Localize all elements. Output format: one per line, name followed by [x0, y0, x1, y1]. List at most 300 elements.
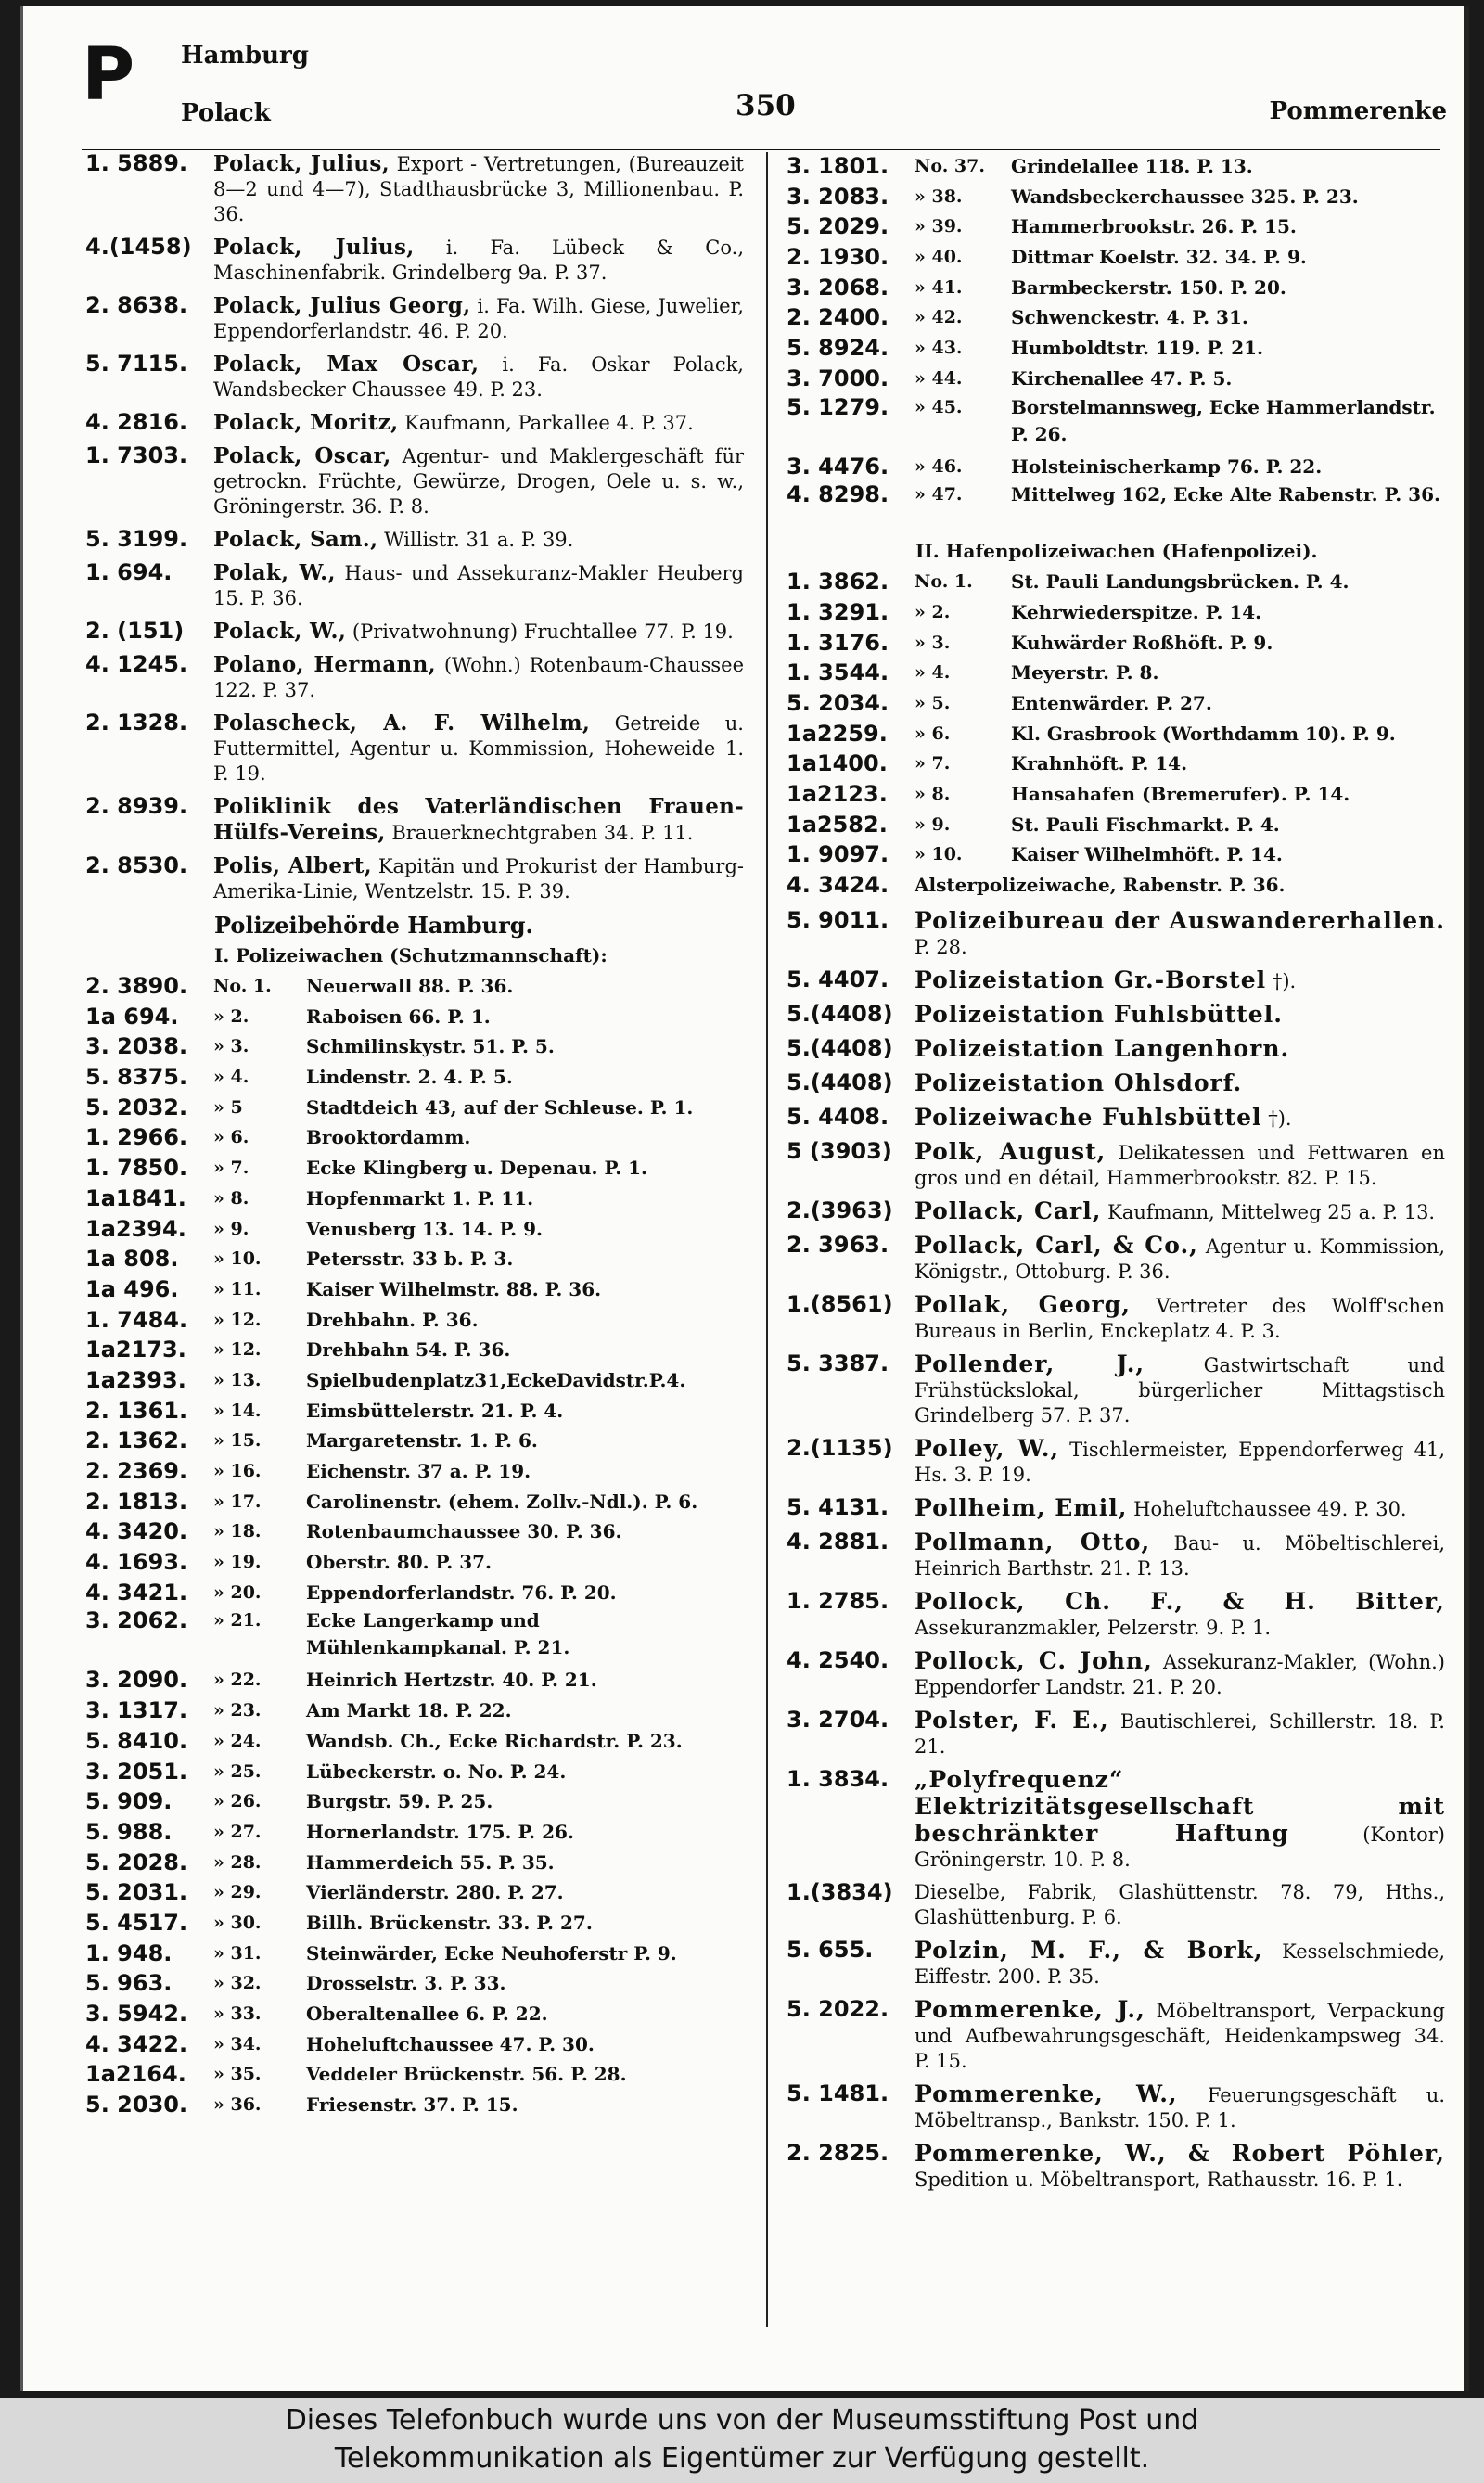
listing-group: [787, 908, 1445, 2193]
phone-number: 3. 4476.: [787, 453, 889, 480]
phone-number: 1a2164.: [85, 2061, 186, 2088]
listing-name: Polk, August,: [915, 1137, 1107, 1165]
station-address: Raboisen 66. P. 1.: [306, 1005, 491, 1028]
station-number: No. 1.: [915, 571, 973, 593]
station-row: [85, 1908, 744, 1939]
listing-text: [213, 652, 744, 703]
station-row: [85, 1877, 744, 1908]
station-row: [787, 333, 1445, 364]
listing-entry: [85, 652, 744, 703]
listing-detail: Delikatessen und Fettwaren en gros und en détail, Hammerbrookstr. 82. P. 15.: [915, 1141, 1445, 1189]
listing-detail: (Wohn.) Rotenbaum-Chaussee 122. P. 37.: [213, 654, 744, 701]
station-address: Billh. Brückenstr. 33. P. 27.: [306, 1911, 593, 1934]
listing-detail: Kapitän und Prokurist der Hamburg-Amerika-Linie, Wentzelstr. 15. P. 39.: [213, 855, 745, 902]
station-address: Mittelweg 162, Ecke Alte Rabenstr. P. 36.: [1011, 483, 1440, 506]
listing-entry: [85, 352, 744, 403]
phone-number: 2. 1813.: [85, 1488, 188, 1515]
section-subtitle: II. Hafenpolizeiwachen (Hafenpolizei).: [915, 540, 1318, 563]
station-address: Heinrich Hertzstr. 40. P. 21.: [306, 1669, 597, 1692]
station-number: » 9.: [213, 1218, 249, 1239]
listing-text: [213, 710, 744, 787]
station-row: [85, 1002, 744, 1032]
section-letter: P: [82, 33, 135, 117]
listing-entry: [85, 443, 744, 519]
station-number: » 13.: [213, 1369, 262, 1390]
listing-entry: [85, 560, 744, 611]
listing-entry: [787, 1105, 1445, 1132]
phone-number: 3. 2062.: [85, 1607, 188, 1634]
listing-name: Pollender, J.,: [915, 1350, 1145, 1377]
right-column: [787, 151, 1445, 2200]
station-row: [787, 567, 1445, 597]
phone-number: 3. 2704.: [787, 1706, 889, 1733]
station-address: Kaiser Wilhelmhöft. P. 14.: [1011, 843, 1283, 866]
phone-number: 5. 4408.: [787, 1103, 889, 1130]
station-address: Oberaltenallee 6. P. 22.: [306, 2003, 548, 2025]
station-address: Margaretenstr. 1. P. 6.: [306, 1429, 538, 1453]
station-row: [85, 2029, 744, 2060]
station-row: [85, 1184, 744, 1214]
listing-name: Polack, Julius,: [213, 151, 390, 176]
station-address: Kaiser Wilhelmstr. 88. P. 36.: [306, 1277, 602, 1300]
phone-number: 5. 909.: [85, 1788, 173, 1815]
station-address: Drehbahn 54. P. 36.: [306, 1338, 511, 1362]
phone-number: 5. 2031.: [85, 1879, 188, 1906]
station-row: [85, 1517, 744, 1547]
station-address: St. Pauli Fischmarkt. P. 4.: [1011, 813, 1280, 836]
station-number: » 35.: [213, 2064, 262, 2085]
listing-text: [915, 1139, 1445, 1191]
listing-text: [915, 1292, 1445, 1344]
station-address: Entenwärder. P. 27.: [1011, 691, 1212, 714]
station-address: Eichenstr. 37 a. P. 19.: [306, 1460, 531, 1482]
listing-text: [213, 853, 744, 904]
station-address: Lübeckerstr. o. No. P. 24.: [306, 1760, 567, 1783]
listing-detail: Getreide u. Futtermittel, Agentur u. Kommission, Hoheweide 1. P. 19.: [213, 712, 744, 785]
listing-text: [915, 1036, 1445, 1063]
station-address: Spielbudenplatz31,EckeDavidstr.P.4.: [306, 1368, 686, 1391]
phone-number: 4. 3424.: [787, 872, 889, 899]
listing-name: Pollack, Carl,: [915, 1197, 1102, 1224]
phone-number: 1. 5889.: [85, 150, 188, 176]
listing-entry: [85, 235, 744, 286]
station-number: » 4.: [915, 662, 951, 684]
phone-number: 5. 2034.: [787, 689, 889, 716]
listing-detail: Assekuranz-Makler, (Wohn.) Eppendorfer Landstr. 21. P. 20.: [915, 1650, 1445, 1698]
station-address: Holsteinischerkamp 76. P. 22.: [1011, 454, 1323, 478]
listing-name: Polizeibureau der Auswandererhallen.: [915, 906, 1445, 934]
station-address: Borstelmannsweg, Ecke Hammerlandstr. P. 26.: [1011, 395, 1436, 445]
station-row: [787, 749, 1445, 779]
station-row: [787, 211, 1445, 242]
station-address: Stadtdeich 43, auf der Schleuse. P. 1.: [306, 1095, 694, 1119]
listing-text: [213, 794, 744, 846]
listing-name: Polack, Oscar,: [213, 443, 391, 468]
station-address: Steinwärder, Ecke Neuhoferstr P. 9.: [306, 1941, 677, 1965]
station-number: » 9.: [915, 813, 951, 835]
listing-entry: [787, 2081, 1445, 2133]
phone-number: 2. 2369.: [85, 1458, 188, 1484]
station-number: » 44.: [915, 367, 963, 389]
listing-entry: [787, 1529, 1445, 1581]
phone-number: 2. 1361.: [85, 1397, 188, 1424]
phone-number: 3. 7000.: [787, 365, 889, 391]
phone-number: 1a2582.: [787, 811, 888, 838]
station-number: » 18.: [213, 1521, 262, 1542]
station-address: Rotenbaumchaussee 30. P. 36.: [306, 1520, 622, 1543]
station-number: » 15.: [213, 1430, 262, 1452]
listing-entry: [85, 853, 744, 904]
phone-number: 2. 2825.: [787, 2139, 889, 2166]
listing-text: [915, 1105, 1445, 1132]
phone-number: 5. 8924.: [787, 335, 889, 362]
listing-detail: Vertreter des Wolff'schen Bureaus in Berlin, Enckeplatz 4. P. 3.: [915, 1294, 1445, 1342]
listing-detail: Feuerungsgeschäft u. Möbeltransp., Bankstr. 150. P. 1.: [915, 2083, 1446, 2131]
station-row: [787, 719, 1445, 749]
station-row: [787, 870, 1445, 901]
listing-text: [213, 151, 744, 227]
listing-text: [213, 560, 744, 611]
phone-number: 1. 7303.: [85, 442, 188, 468]
left-column: [85, 151, 744, 2120]
station-row: [85, 1817, 744, 1848]
phone-number: 1a2394.: [85, 1215, 186, 1242]
listing-name: Pollock, C. John,: [915, 1646, 1153, 1674]
station-row: [85, 1122, 744, 1153]
listing-entry: [787, 1436, 1445, 1488]
phone-number: 5. 2028.: [85, 1849, 188, 1875]
station-row: [787, 302, 1445, 333]
station-row: [85, 1848, 744, 1878]
station-address: Eppendorferlandstr. 76. P. 20.: [306, 1581, 617, 1604]
listing-detail: Hoheluftchaussee 49. P. 30.: [1133, 1497, 1407, 1520]
station-row: [787, 242, 1445, 273]
listing-entry: [787, 1589, 1445, 1641]
station-address: Friesenstr. 37. P. 15.: [306, 2093, 518, 2117]
station-number: » 12.: [213, 1309, 262, 1330]
station-row: [85, 1726, 744, 1757]
listing-detail: Dieselbe, Fabrik, Glashüttenstr. 78. 79, Hths., Glashüttenburg. P. 6.: [915, 1880, 1445, 1928]
phone-number: 2. (151): [85, 618, 185, 644]
phone-number: 2. 8530.: [85, 852, 188, 878]
station-address: Drosselstr. 3. P. 33.: [306, 1972, 506, 1995]
listing-name: Polley, W.,: [915, 1434, 1060, 1462]
station-number: » 4.: [213, 1067, 249, 1088]
station-row: [85, 1214, 744, 1245]
station-number: » 45.: [915, 396, 963, 417]
phone-number: 1. 7484.: [85, 1306, 188, 1333]
phone-number: 4. 2816.: [85, 409, 188, 435]
station-address: Brooktordamm.: [306, 1126, 471, 1149]
station-address: Burgstr. 59. P. 25.: [306, 1790, 493, 1813]
station-address: Lindenstr. 2. 4. P. 5.: [306, 1066, 513, 1089]
station-row: [85, 2059, 744, 2090]
station-number: » 6.: [213, 1127, 249, 1148]
station-number: » 40.: [915, 247, 963, 268]
station-address: Vierländerstr. 280. P. 27.: [306, 1881, 564, 1904]
station-number: » 3.: [915, 632, 951, 653]
phone-number: 5. 7115.: [85, 351, 188, 377]
station-row: [787, 597, 1445, 628]
listing-detail: Agentur- und Maklergeschäft für getrockn. Früchte, Gewürze, Drogen, Oele u. s. w., Gröningerstr. 36. P. 8.: [213, 445, 745, 518]
phone-number: 5. 2022.: [787, 1995, 889, 2022]
station-row: [85, 1547, 744, 1578]
listing-name: Polis, Albert,: [213, 853, 372, 878]
station-number: » 21.: [213, 1610, 262, 1632]
listing-text: [915, 1708, 1445, 1760]
phone-number: 1. 3291.: [787, 598, 889, 625]
station-row: [787, 452, 1445, 482]
station-address: Hoheluftchaussee 47. P. 30.: [306, 2032, 595, 2055]
station-row: [85, 1031, 744, 1062]
listing-detail: Agentur u. Kommission, Königstr., Ottoburg. P. 36.: [915, 1235, 1445, 1283]
listing-text: [915, 1997, 1445, 2074]
listing-name: „Polyfrequenz“ Elektrizitätsgesellschaft mit beschränkter Haftung: [915, 1765, 1445, 1847]
station-number: » 22.: [213, 1670, 262, 1691]
listing-entry: [787, 1648, 1445, 1700]
listing-name: Polano, Hermann,: [213, 652, 436, 677]
phone-number: 1.(3834): [787, 1878, 893, 1905]
listing-name: Polster, F. E.,: [915, 1706, 1109, 1734]
station-row: [85, 1426, 744, 1456]
phone-number: 2. 3963.: [787, 1231, 889, 1258]
phone-number: 1a2393.: [85, 1366, 186, 1393]
station-address: Wandsbeckerchaussee 325. P. 23.: [1011, 185, 1359, 208]
listing-entry: [85, 293, 744, 344]
phone-number: 3. 2068.: [787, 274, 889, 301]
station-row: [85, 1786, 744, 1817]
listing-entry: [787, 1767, 1445, 1873]
station-number: » 2.: [915, 601, 951, 622]
footer-note: [0, 2398, 1484, 2483]
station-number: » 25.: [213, 1760, 262, 1782]
listing-entry: [787, 1292, 1445, 1344]
station-number: » 10.: [213, 1248, 262, 1270]
listing-detail: Gastwirtschaft und Frühstückslokal, bürgerlicher Mittagstisch Grindelberg 57. P. 37.: [915, 1353, 1445, 1427]
listing-detail: Assekuranzmakler, Pelzerstr. 9. P. 1.: [915, 1616, 1272, 1639]
station-number: » 29.: [213, 1882, 262, 1903]
listing-detail: Kesselschmiede, Eiffestr. 200. P. 35.: [915, 1939, 1445, 1988]
station-number: » 19.: [213, 1552, 262, 1573]
phone-number: 1. 2966.: [85, 1124, 188, 1151]
station-number: » 39.: [915, 216, 963, 237]
phone-number: 5. 1279.: [787, 393, 889, 420]
station-number: » 43.: [915, 338, 963, 359]
station-number: » 34.: [213, 2033, 262, 2054]
listing-text: [915, 1880, 1445, 1930]
listing-detail: Bau- u. Möbeltischlerei, Heinrich Barthstr. 21. P. 13.: [915, 1531, 1445, 1580]
station-number: » 41.: [915, 276, 963, 298]
station-number: No. 1.: [213, 976, 272, 996]
listing-detail: Kaufmann, Parkallee 4. P. 37.: [404, 412, 694, 434]
listing-entry: [787, 967, 1445, 994]
listing-entry: [787, 1938, 1445, 1990]
station-address: Petersstr. 33 b. P. 3.: [306, 1248, 514, 1271]
listing-text: [915, 2141, 1445, 2193]
listing-detail: Willistr. 31 a. P. 39.: [384, 529, 574, 551]
phone-number: 2. 3890.: [85, 973, 188, 999]
station-address: Barmbeckerstr. 150. P. 20.: [1011, 275, 1286, 299]
station-number: » 20.: [213, 1581, 262, 1603]
station-number: » 36.: [213, 2094, 262, 2116]
station-address: Eimsbüttelerstr. 21. P. 4.: [306, 1399, 564, 1422]
listing-text: [915, 1938, 1445, 1990]
listing-entry: [787, 1351, 1445, 1428]
station-address: Humboldtstr. 119. P. 21.: [1011, 337, 1263, 360]
station-number: » 28.: [213, 1851, 262, 1873]
listing-entry: [85, 794, 744, 846]
listing-entry: [787, 908, 1445, 960]
listing-text: [213, 619, 744, 645]
listing-detail: Haus- und Assekuranz-Makler Heuberg 15. P. 36.: [213, 562, 744, 609]
phone-number: 3. 5942.: [85, 2001, 188, 2027]
listing-name: Pollock, Ch. F., & H. Bitter,: [915, 1587, 1445, 1615]
phone-number: 2. 1930.: [787, 244, 889, 271]
phone-number: 5. 8375.: [85, 1064, 188, 1091]
station-row: [85, 1939, 744, 1969]
listing-entry: [787, 1495, 1445, 1522]
station-row: [787, 839, 1445, 870]
listing-detail: (Privatwohnung) Fruchtallee 77. P. 19.: [352, 621, 734, 643]
station-address: Veddeler Brückenstr. 56. P. 28.: [306, 2063, 627, 2086]
listing-name: Pollack, Carl, & Co.,: [915, 1231, 1198, 1259]
listing-text: [213, 443, 744, 519]
listing-name: Polack, W.,: [213, 619, 347, 644]
listing-name: Polascheck, A. F. Wilhelm,: [213, 710, 591, 736]
station-row: [85, 1365, 744, 1396]
listing-entry: [85, 527, 744, 553]
listing-entry: [787, 1036, 1445, 1063]
listing-detail: Bautischlerei, Schillerstr. 18. P. 21.: [915, 1709, 1445, 1758]
phone-number: 4. 2540.: [787, 1646, 889, 1673]
station-address: Alsterpolizeiwache, Rabenstr. P. 36.: [915, 874, 1286, 897]
phone-number: 5. 4517.: [85, 1909, 188, 1936]
listing-detail: Möbeltransport, Verpackung und Aufbewahrungsgeschäft, Heidenkampsweg 34. P. 15.: [915, 1999, 1446, 2072]
phone-number: 1a1400.: [787, 750, 888, 777]
first-name-keyword: Polack: [181, 99, 271, 127]
column-divider: [766, 152, 768, 2327]
listing-name: Polizeistation Ohlsdorf.: [915, 1069, 1243, 1096]
station-row: [787, 688, 1445, 719]
station-row: [85, 1274, 744, 1305]
phone-number: 5.(4408): [787, 1069, 893, 1095]
station-address: Grindelallee 118. P. 13.: [1011, 155, 1253, 177]
station-address: Oberstr. 80. P. 37.: [306, 1551, 492, 1574]
phone-number: 1. 948.: [85, 1939, 173, 1966]
phone-number: 3. 2090.: [85, 1667, 188, 1694]
station-row: [85, 1999, 744, 2029]
listing-detail: (Kontor) Gröningerstr. 10. P. 8.: [915, 1823, 1445, 1871]
station-number: » 17.: [213, 1491, 262, 1512]
station-row: [85, 1487, 744, 1517]
station-address: Kirchenallee 47. P. 5.: [1011, 366, 1233, 390]
listing-name: Pommerenke, W.,: [915, 2080, 1178, 2107]
phone-number: 1.(8561): [787, 1290, 893, 1317]
phone-number: 1. 3862.: [787, 569, 889, 595]
station-number: » 7.: [915, 753, 951, 774]
listing-detail: Spedition u. Möbeltransport, Rathausstr. 16. P. 1.: [915, 2168, 1403, 2191]
phone-number: 4.(1458): [85, 234, 192, 260]
station-row: [85, 1607, 744, 1665]
phone-number: 5. 1481.: [787, 2080, 889, 2106]
listing-name: Polack, Julius,: [213, 235, 415, 260]
phone-number: 3. 2038.: [85, 1033, 188, 1060]
listing-entry: [787, 1139, 1445, 1191]
station-row: [787, 628, 1445, 659]
listing-entry: [787, 1880, 1445, 1930]
station-number: » 26.: [213, 1791, 262, 1812]
station-number: » 32.: [213, 1973, 262, 1994]
phone-number: 4. 3420.: [85, 1518, 188, 1545]
phone-number: 2.(3963): [787, 1197, 893, 1223]
station-address: Ecke Klingberg u. Depenau. P. 1.: [306, 1157, 648, 1180]
station-row: [787, 779, 1445, 810]
phone-number: 5. 2032.: [85, 1094, 188, 1120]
station-row: [85, 1396, 744, 1427]
station-row: [85, 1696, 744, 1726]
listing-text: [213, 410, 744, 436]
station-number: » 16.: [213, 1461, 262, 1481]
listing-entry: [787, 1002, 1445, 1029]
phone-number: 5. 2029.: [787, 213, 889, 240]
listing-name: Polack, Max Oscar,: [213, 352, 480, 377]
station-number: » 27.: [213, 1821, 262, 1842]
station-row: [787, 273, 1445, 303]
phone-number: 5. 3387.: [787, 1350, 889, 1376]
station-address: Ecke Langerkamp und Mühlenkampkanal. P. 21.: [306, 1609, 570, 1659]
station-number: » 10.: [915, 844, 963, 865]
station-row: [85, 1757, 744, 1787]
last-name-keyword: Pommerenke: [1269, 97, 1447, 125]
station-number: » 11.: [213, 1278, 262, 1299]
station-address: Wandsb. Ch., Ecke Richardstr. P. 23.: [306, 1729, 683, 1752]
phone-number: 1a 496.: [85, 1275, 179, 1302]
listing-text: [915, 1198, 1445, 1225]
station-row: [85, 1456, 744, 1487]
phone-number: 1. 694.: [85, 559, 173, 585]
station-address: Hopfenmarkt 1. P. 11.: [306, 1186, 534, 1210]
footer-line-2: Telekommunikation als Eigentümer zur Verfügung gestellt.: [334, 2442, 1150, 2475]
phone-number: 5. 2030.: [85, 2092, 188, 2118]
phone-number: 2. 8638.: [85, 292, 188, 318]
station-address: Schwenckestr. 4. P. 31.: [1011, 306, 1248, 329]
station-address: St. Pauli Landungsbrücken. P. 4.: [1011, 570, 1350, 594]
station-number: » 8.: [213, 1187, 249, 1209]
listing-entry: [787, 1997, 1445, 2074]
phone-number: 2. 8939.: [85, 793, 188, 819]
listing-name: Polizeistation Langenhorn.: [915, 1034, 1290, 1062]
station-number: » 14.: [213, 1400, 262, 1421]
listing-entry: [85, 619, 744, 645]
listing-text: [213, 527, 744, 553]
listing-name: Pollak, Georg,: [915, 1290, 1131, 1318]
station-number: » 38.: [915, 186, 963, 207]
phone-number: 5. 988.: [85, 1818, 173, 1845]
station-number: » 5.: [915, 692, 951, 713]
phone-number: 2. 1362.: [85, 1427, 188, 1454]
phone-number: 4. 3422.: [85, 2030, 188, 2057]
station-number: » 33.: [213, 2003, 262, 2024]
listing-text: [915, 1351, 1445, 1428]
station-number: » 24.: [213, 1730, 262, 1751]
listing-name: Polzin, M. F., & Bork,: [915, 1936, 1263, 1964]
listing-entry: [787, 1198, 1445, 1225]
phone-number: 1. 9097.: [787, 841, 889, 868]
listing-detail: Kaufmann, Mittelweg 25 a. P. 13.: [1107, 1200, 1436, 1223]
station-number: » 6.: [915, 723, 951, 744]
phone-number: 4. 1245.: [85, 651, 188, 677]
station-address: Schmilinskystr. 51. P. 5.: [306, 1035, 555, 1058]
